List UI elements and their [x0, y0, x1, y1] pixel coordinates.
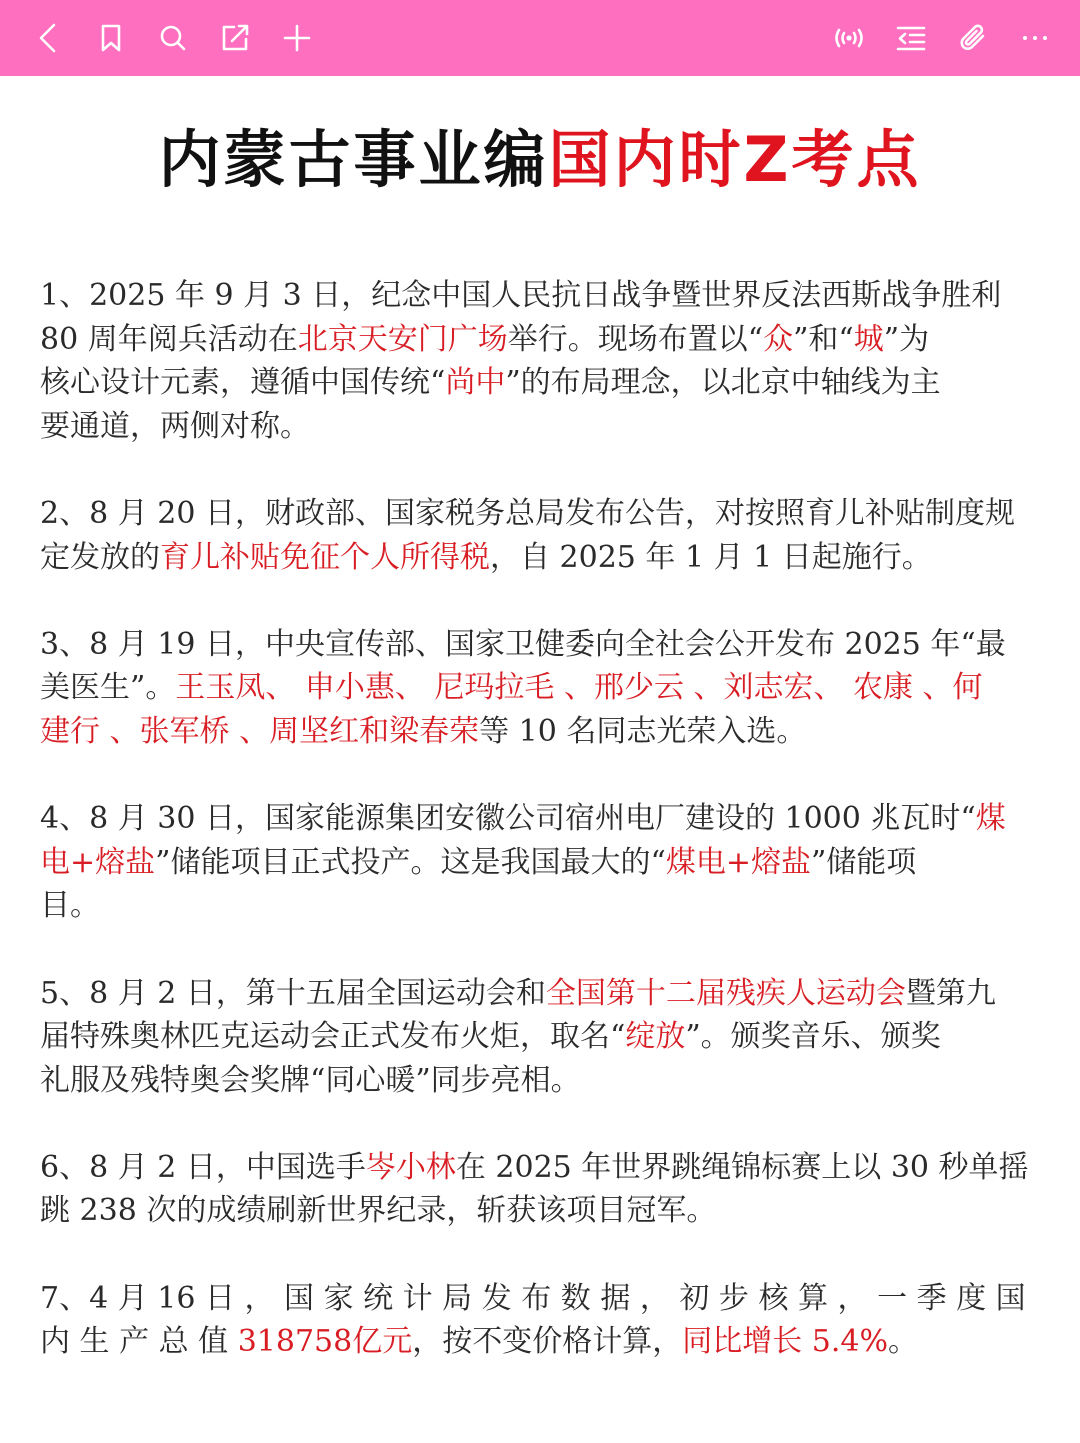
news-item	[40, 492, 1044, 579]
news-line	[40, 1059, 1044, 1103]
edit-button[interactable]	[204, 7, 266, 69]
back-icon	[32, 21, 66, 55]
back-button[interactable]	[18, 7, 80, 69]
page-title	[0, 122, 1080, 198]
news-line	[40, 274, 1044, 318]
body-text: 7、4 月 16 日 ， 国 家 统 计 局 发 布 数 据 ， 初 步 核 算 ， 一 季 度 国	[40, 1280, 1026, 1316]
body-text: 美医生”。	[40, 670, 176, 706]
news-line	[40, 1320, 1044, 1364]
news-line	[40, 710, 1044, 754]
highlight-text: 电+熔盐	[40, 844, 156, 880]
news-line	[40, 361, 1044, 405]
body-text: 2、8 月 20 日，财政部、国家税务总局发布公告，对按照育儿补贴制度规	[40, 495, 1015, 531]
body-text: ”和“	[793, 321, 854, 357]
body-text: ，按不变价格计算，	[412, 1324, 683, 1360]
toolbar-left-group	[18, 7, 328, 69]
news-line	[40, 492, 1044, 536]
news-item	[40, 972, 1044, 1103]
highlight-text: 育儿补贴免征个人所得税	[160, 539, 490, 575]
body-text: 在 2025 年世界跳绳锦标赛上以 30 秒单摇	[455, 1149, 1029, 1185]
body-text: 等 10 名同志光荣入选。	[479, 713, 807, 749]
body-text: 暨第九	[905, 975, 996, 1011]
body-text: 定发放的	[40, 539, 160, 575]
highlight-text: 建行 、张军桥 、周坚红和梁春荣	[40, 713, 480, 749]
news-line	[40, 1146, 1044, 1190]
news-item	[40, 623, 1044, 754]
news-item	[40, 797, 1044, 928]
body-text: ，自 2025 年 1 月 1 日起施行。	[490, 539, 932, 575]
news-item	[40, 1277, 1044, 1364]
highlight-text: 尚中	[445, 365, 506, 401]
add-icon	[280, 21, 314, 55]
news-line	[40, 1277, 1044, 1321]
body-text: 4、8 月 30 日，国家能源集团安徽公司宿州电厂建设的 1000 兆瓦时“	[40, 801, 976, 837]
body-text: ”储能项目正式投产。这是我国最大的“	[155, 844, 666, 880]
highlight-text: 煤电+熔盐	[665, 844, 811, 880]
news-line	[40, 318, 1044, 362]
outline-button[interactable]	[880, 7, 942, 69]
body-text: 要通道，两侧对称。	[40, 408, 310, 444]
more-icon	[1018, 21, 1052, 55]
highlight-text: 北京天安门广场	[297, 321, 508, 357]
attachment-icon	[956, 21, 990, 55]
bookmark-icon	[94, 21, 128, 55]
body-text: ”。颁奖音乐、颁奖	[685, 1019, 941, 1055]
body-text: 1、2025 年 9 月 3 日，纪念中国人民抗日战争暨世界反法西斯战争胜利	[40, 278, 1002, 313]
body-text: 5、8 月 2 日，第十五届全国运动会和	[40, 975, 546, 1011]
add-button[interactable]	[266, 7, 328, 69]
news-line	[40, 841, 1044, 885]
article-body	[40, 274, 1044, 1407]
top-toolbar	[0, 0, 1080, 76]
news-line	[40, 536, 1044, 580]
news-line	[40, 972, 1044, 1016]
highlight-text: 王玉凤、 申小惠、 尼玛拉毛 、邢少云 、刘志宏、 农康 、何	[175, 670, 983, 706]
highlight-text: 城	[853, 321, 884, 357]
news-item	[40, 1146, 1044, 1233]
body-text: 举行。现场布置以“	[507, 321, 764, 357]
outline-icon	[894, 21, 928, 55]
body-text: 届特殊奥林匹克运动会正式发布火炬，取名“	[40, 1019, 626, 1055]
highlight-text: 众	[763, 321, 794, 357]
toolbar-right-group	[818, 7, 1066, 69]
body-text: ”的布局理念，以北京中轴线为主	[505, 365, 941, 401]
news-line	[40, 884, 1044, 928]
highlight-text: 全国第十二届残疾人运动会	[545, 975, 906, 1011]
highlight-text: 煤	[975, 801, 1006, 837]
body-text: 内 生 产 总 值	[40, 1324, 238, 1360]
body-text: 礼服及残特奥会奖牌“同心暖”同步亮相。	[40, 1062, 581, 1098]
broadcast-button[interactable]	[818, 7, 880, 69]
news-line	[40, 1015, 1044, 1059]
body-text: ”为	[883, 321, 930, 357]
news-line	[40, 405, 1044, 449]
news-line	[40, 797, 1044, 841]
news-line	[40, 1189, 1044, 1233]
body-text: 80 周年阅兵活动在	[40, 321, 298, 357]
more-button[interactable]	[1004, 7, 1066, 69]
attachment-button[interactable]	[942, 7, 1004, 69]
body-text: 6、8 月 2 日，中国选手	[40, 1149, 366, 1185]
news-item	[40, 274, 1044, 448]
title-black-part: 内蒙古事业编	[158, 123, 549, 196]
news-line	[40, 666, 1044, 710]
highlight-text: 同比增长 5.4%	[682, 1324, 888, 1360]
search-button[interactable]	[142, 7, 204, 69]
body-text: 核心设计元素，遵循中国传统“	[40, 365, 446, 401]
highlight-text: 岑小林	[365, 1149, 456, 1185]
body-text: 3、8 月 19 日，中央宣传部、国家卫健委向全社会公开发布 2025 年“最	[40, 626, 1006, 662]
title-red-part: 国内时Z考点	[548, 123, 922, 196]
highlight-text: 318758亿元	[237, 1324, 413, 1360]
body-text: ”储能项	[810, 844, 917, 880]
body-text: 跳 238 次的成绩刷新世界纪录，斩获该项目冠军。	[40, 1193, 717, 1229]
search-icon	[156, 21, 190, 55]
news-line	[40, 623, 1044, 667]
edit-icon	[218, 21, 252, 55]
body-text: 。	[887, 1324, 918, 1360]
highlight-text: 绽放	[625, 1019, 686, 1055]
broadcast-icon	[832, 21, 866, 55]
bookmark-button[interactable]	[80, 7, 142, 69]
body-text: 目。	[40, 888, 100, 924]
